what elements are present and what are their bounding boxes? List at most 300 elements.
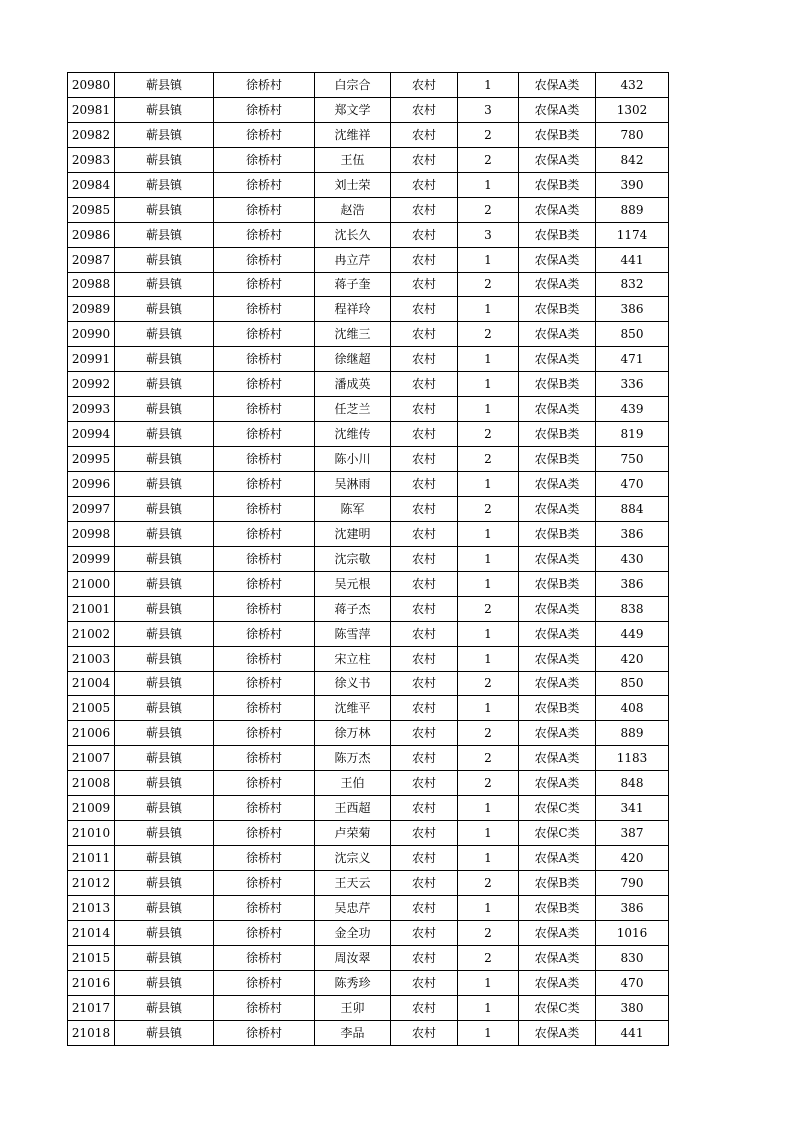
village-cell: 徐桥村: [214, 247, 315, 272]
village-cell: 徐桥村: [214, 621, 315, 646]
amount-cell: 430: [596, 546, 669, 571]
record-id-cell: 20998: [68, 521, 115, 546]
insurance-category-cell: 农保A类: [519, 920, 596, 945]
table-row: [68, 322, 669, 347]
household-count-cell: 1: [458, 621, 519, 646]
area-type-cell: 农村: [391, 995, 458, 1020]
amount-cell: 449: [596, 621, 669, 646]
village-cell: 徐桥村: [214, 521, 315, 546]
insurance-category-cell: 农保A类: [519, 646, 596, 671]
amount-cell: 790: [596, 871, 669, 896]
village-cell: 徐桥村: [214, 546, 315, 571]
village-cell: 徐桥村: [214, 796, 315, 821]
town-cell: 蕲县镇: [115, 73, 214, 98]
record-id-cell: 20981: [68, 97, 115, 122]
amount-cell: 432: [596, 73, 669, 98]
household-count-cell: 2: [458, 122, 519, 147]
name-cell: 沈维传: [315, 422, 391, 447]
name-cell: 潘成英: [315, 372, 391, 397]
village-cell: 徐桥村: [214, 197, 315, 222]
record-id-cell: 21015: [68, 945, 115, 970]
town-cell: 蕲县镇: [115, 397, 214, 422]
insurance-category-cell: 农保A类: [519, 97, 596, 122]
household-count-cell: 1: [458, 646, 519, 671]
record-id-cell: 21011: [68, 846, 115, 871]
insurance-category-cell: 农保C类: [519, 796, 596, 821]
village-cell: 徐桥村: [214, 970, 315, 995]
table-row: [68, 746, 669, 771]
area-type-cell: 农村: [391, 771, 458, 796]
area-type-cell: 农村: [391, 222, 458, 247]
amount-cell: 1183: [596, 746, 669, 771]
amount-cell: 439: [596, 397, 669, 422]
area-type-cell: 农村: [391, 1020, 458, 1045]
table-row: [68, 247, 669, 272]
name-cell: 王卯: [315, 995, 391, 1020]
amount-cell: 336: [596, 372, 669, 397]
table-row: [68, 771, 669, 796]
area-type-cell: 农村: [391, 895, 458, 920]
amount-cell: 1174: [596, 222, 669, 247]
town-cell: 蕲县镇: [115, 945, 214, 970]
area-type-cell: 农村: [391, 397, 458, 422]
village-cell: 徐桥村: [214, 147, 315, 172]
record-id-cell: 21009: [68, 796, 115, 821]
amount-cell: 884: [596, 496, 669, 521]
insurance-category-cell: 农保B类: [519, 447, 596, 472]
record-id-cell: 21008: [68, 771, 115, 796]
record-id-cell: 21000: [68, 571, 115, 596]
area-type-cell: 农村: [391, 596, 458, 621]
town-cell: 蕲县镇: [115, 447, 214, 472]
village-cell: 徐桥村: [214, 920, 315, 945]
record-id-cell: 20987: [68, 247, 115, 272]
insurance-category-cell: 农保A类: [519, 197, 596, 222]
amount-cell: 386: [596, 571, 669, 596]
area-type-cell: 农村: [391, 945, 458, 970]
village-cell: 徐桥村: [214, 97, 315, 122]
insurance-category-cell: 农保A类: [519, 846, 596, 871]
town-cell: 蕲县镇: [115, 496, 214, 521]
insurance-category-cell: 农保B类: [519, 696, 596, 721]
area-type-cell: 农村: [391, 621, 458, 646]
table-row: [68, 995, 669, 1020]
town-cell: 蕲县镇: [115, 147, 214, 172]
record-id-cell: 20989: [68, 297, 115, 322]
record-id-cell: 20988: [68, 272, 115, 297]
village-cell: 徐桥村: [214, 397, 315, 422]
insurance-category-cell: 农保A类: [519, 397, 596, 422]
record-id-cell: 21005: [68, 696, 115, 721]
name-cell: 吴淋雨: [315, 472, 391, 497]
town-cell: 蕲县镇: [115, 197, 214, 222]
table-row: [68, 97, 669, 122]
record-id-cell: 21014: [68, 920, 115, 945]
village-cell: 徐桥村: [214, 596, 315, 621]
record-id-cell: 20993: [68, 397, 115, 422]
town-cell: 蕲县镇: [115, 222, 214, 247]
name-cell: 王伯: [315, 771, 391, 796]
area-type-cell: 农村: [391, 247, 458, 272]
table-row: [68, 422, 669, 447]
amount-cell: 420: [596, 646, 669, 671]
name-cell: 沈建明: [315, 521, 391, 546]
insurance-category-cell: 农保C类: [519, 821, 596, 846]
name-cell: 陈军: [315, 496, 391, 521]
record-id-cell: 21016: [68, 970, 115, 995]
name-cell: 吴忠芹: [315, 895, 391, 920]
amount-cell: 889: [596, 197, 669, 222]
town-cell: 蕲县镇: [115, 771, 214, 796]
amount-cell: 386: [596, 895, 669, 920]
name-cell: 沈维祥: [315, 122, 391, 147]
table-row: [68, 521, 669, 546]
village-cell: 徐桥村: [214, 222, 315, 247]
area-type-cell: 农村: [391, 297, 458, 322]
household-count-cell: 1: [458, 172, 519, 197]
household-count-cell: 2: [458, 197, 519, 222]
town-cell: 蕲县镇: [115, 821, 214, 846]
table-row: [68, 646, 669, 671]
town-cell: 蕲县镇: [115, 696, 214, 721]
insurance-category-cell: 农保A类: [519, 721, 596, 746]
village-cell: 徐桥村: [214, 122, 315, 147]
name-cell: 周汝翠: [315, 945, 391, 970]
record-id-cell: 20995: [68, 447, 115, 472]
village-cell: 徐桥村: [214, 496, 315, 521]
name-cell: 徐继超: [315, 347, 391, 372]
area-type-cell: 农村: [391, 97, 458, 122]
town-cell: 蕲县镇: [115, 372, 214, 397]
record-id-cell: 20983: [68, 147, 115, 172]
village-cell: 徐桥村: [214, 472, 315, 497]
record-id-cell: 20994: [68, 422, 115, 447]
amount-cell: 819: [596, 422, 669, 447]
table-row: [68, 821, 669, 846]
area-type-cell: 农村: [391, 871, 458, 896]
insurance-category-cell: 农保A类: [519, 347, 596, 372]
village-cell: 徐桥村: [214, 771, 315, 796]
name-cell: 陈万杰: [315, 746, 391, 771]
household-count-cell: 2: [458, 771, 519, 796]
table-row: [68, 122, 669, 147]
amount-cell: 848: [596, 771, 669, 796]
area-type-cell: 农村: [391, 846, 458, 871]
household-count-cell: 1: [458, 372, 519, 397]
area-type-cell: 农村: [391, 521, 458, 546]
record-id-cell: 21004: [68, 671, 115, 696]
area-type-cell: 农村: [391, 197, 458, 222]
area-type-cell: 农村: [391, 422, 458, 447]
household-count-cell: 2: [458, 920, 519, 945]
town-cell: 蕲县镇: [115, 596, 214, 621]
village-cell: 徐桥村: [214, 322, 315, 347]
table-row: [68, 147, 669, 172]
town-cell: 蕲县镇: [115, 1020, 214, 1045]
town-cell: 蕲县镇: [115, 172, 214, 197]
name-cell: 沈长久: [315, 222, 391, 247]
roster-table: [67, 72, 669, 1046]
household-count-cell: 2: [458, 871, 519, 896]
table-row: [68, 73, 669, 98]
table-row: [68, 172, 669, 197]
name-cell: 王天云: [315, 871, 391, 896]
insurance-category-cell: 农保A类: [519, 496, 596, 521]
table-row: [68, 372, 669, 397]
name-cell: 程祥玲: [315, 297, 391, 322]
name-cell: 李品: [315, 1020, 391, 1045]
amount-cell: 420: [596, 846, 669, 871]
record-id-cell: 21007: [68, 746, 115, 771]
name-cell: 沈宗义: [315, 846, 391, 871]
insurance-category-cell: 农保A类: [519, 746, 596, 771]
insurance-category-cell: 农保A类: [519, 147, 596, 172]
table-row: [68, 297, 669, 322]
table-row: [68, 571, 669, 596]
area-type-cell: 农村: [391, 447, 458, 472]
village-cell: 徐桥村: [214, 846, 315, 871]
name-cell: 沈维三: [315, 322, 391, 347]
table-row: [68, 472, 669, 497]
table-row: [68, 447, 669, 472]
area-type-cell: 农村: [391, 721, 458, 746]
record-id-cell: 20991: [68, 347, 115, 372]
area-type-cell: 农村: [391, 646, 458, 671]
insurance-category-cell: 农保B类: [519, 297, 596, 322]
village-cell: 徐桥村: [214, 746, 315, 771]
record-id-cell: 21017: [68, 995, 115, 1020]
name-cell: 刘士荣: [315, 172, 391, 197]
household-count-cell: 1: [458, 521, 519, 546]
record-id-cell: 20992: [68, 372, 115, 397]
town-cell: 蕲县镇: [115, 422, 214, 447]
household-count-cell: 1: [458, 970, 519, 995]
town-cell: 蕲县镇: [115, 122, 214, 147]
amount-cell: 441: [596, 247, 669, 272]
town-cell: 蕲县镇: [115, 621, 214, 646]
area-type-cell: 农村: [391, 322, 458, 347]
amount-cell: 842: [596, 147, 669, 172]
insurance-category-cell: 农保B类: [519, 895, 596, 920]
name-cell: 金全功: [315, 920, 391, 945]
household-count-cell: 2: [458, 322, 519, 347]
village-cell: 徐桥村: [214, 297, 315, 322]
household-count-cell: 2: [458, 496, 519, 521]
insurance-category-cell: 农保A类: [519, 546, 596, 571]
insurance-category-cell: 农保B类: [519, 521, 596, 546]
record-id-cell: 20999: [68, 546, 115, 571]
name-cell: 王伍: [315, 147, 391, 172]
household-count-cell: 2: [458, 422, 519, 447]
amount-cell: 850: [596, 322, 669, 347]
table-row: [68, 945, 669, 970]
village-cell: 徐桥村: [214, 272, 315, 297]
insurance-category-cell: 农保B类: [519, 422, 596, 447]
household-count-cell: 1: [458, 821, 519, 846]
insurance-category-cell: 农保A类: [519, 596, 596, 621]
town-cell: 蕲县镇: [115, 846, 214, 871]
amount-cell: 1016: [596, 920, 669, 945]
village-cell: 徐桥村: [214, 871, 315, 896]
household-count-cell: 2: [458, 945, 519, 970]
table-row: [68, 197, 669, 222]
area-type-cell: 农村: [391, 571, 458, 596]
table-row: [68, 671, 669, 696]
area-type-cell: 农村: [391, 821, 458, 846]
household-count-cell: 1: [458, 247, 519, 272]
name-cell: 徐万林: [315, 721, 391, 746]
area-type-cell: 农村: [391, 147, 458, 172]
name-cell: 陈雪萍: [315, 621, 391, 646]
record-id-cell: 20986: [68, 222, 115, 247]
town-cell: 蕲县镇: [115, 97, 214, 122]
household-count-cell: 3: [458, 222, 519, 247]
village-cell: 徐桥村: [214, 172, 315, 197]
area-type-cell: 农村: [391, 372, 458, 397]
village-cell: 徐桥村: [214, 821, 315, 846]
area-type-cell: 农村: [391, 472, 458, 497]
name-cell: 蒋子杰: [315, 596, 391, 621]
household-count-cell: 2: [458, 596, 519, 621]
town-cell: 蕲县镇: [115, 671, 214, 696]
name-cell: 沈宗敬: [315, 546, 391, 571]
amount-cell: 850: [596, 671, 669, 696]
insurance-category-cell: 农保A类: [519, 945, 596, 970]
amount-cell: 750: [596, 447, 669, 472]
area-type-cell: 农村: [391, 546, 458, 571]
town-cell: 蕲县镇: [115, 247, 214, 272]
village-cell: 徐桥村: [214, 372, 315, 397]
amount-cell: 386: [596, 297, 669, 322]
area-type-cell: 农村: [391, 970, 458, 995]
area-type-cell: 农村: [391, 73, 458, 98]
household-count-cell: 1: [458, 571, 519, 596]
insurance-category-cell: 农保A类: [519, 771, 596, 796]
table-row: [68, 846, 669, 871]
name-cell: 赵浩: [315, 197, 391, 222]
household-count-cell: 1: [458, 472, 519, 497]
village-cell: 徐桥村: [214, 721, 315, 746]
town-cell: 蕲县镇: [115, 746, 214, 771]
area-type-cell: 农村: [391, 122, 458, 147]
area-type-cell: 农村: [391, 347, 458, 372]
table-row: [68, 970, 669, 995]
record-id-cell: 20984: [68, 172, 115, 197]
insurance-category-cell: 农保A类: [519, 247, 596, 272]
table-row: [68, 721, 669, 746]
table-row: [68, 696, 669, 721]
insurance-category-cell: 农保A类: [519, 671, 596, 696]
record-id-cell: 21013: [68, 895, 115, 920]
name-cell: 沈维平: [315, 696, 391, 721]
village-cell: 徐桥村: [214, 945, 315, 970]
record-id-cell: 20980: [68, 73, 115, 98]
area-type-cell: 农村: [391, 696, 458, 721]
insurance-category-cell: 农保B类: [519, 122, 596, 147]
table-row: [68, 347, 669, 372]
household-count-cell: 1: [458, 895, 519, 920]
household-count-cell: 1: [458, 995, 519, 1020]
record-id-cell: 20982: [68, 122, 115, 147]
record-id-cell: 21018: [68, 1020, 115, 1045]
village-cell: 徐桥村: [214, 895, 315, 920]
area-type-cell: 农村: [391, 796, 458, 821]
amount-cell: 386: [596, 521, 669, 546]
household-count-cell: 2: [458, 272, 519, 297]
household-count-cell: 1: [458, 696, 519, 721]
household-count-cell: 1: [458, 297, 519, 322]
record-id-cell: 21003: [68, 646, 115, 671]
insurance-category-cell: 农保A类: [519, 73, 596, 98]
record-id-cell: 21012: [68, 871, 115, 896]
village-cell: 徐桥村: [214, 422, 315, 447]
village-cell: 徐桥村: [214, 995, 315, 1020]
town-cell: 蕲县镇: [115, 995, 214, 1020]
area-type-cell: 农村: [391, 671, 458, 696]
household-count-cell: 1: [458, 347, 519, 372]
insurance-category-cell: 农保A类: [519, 621, 596, 646]
insurance-category-cell: 农保A类: [519, 272, 596, 297]
amount-cell: 390: [596, 172, 669, 197]
town-cell: 蕲县镇: [115, 646, 214, 671]
record-id-cell: 21001: [68, 596, 115, 621]
insurance-category-cell: 农保B类: [519, 172, 596, 197]
insurance-category-cell: 农保B类: [519, 871, 596, 896]
name-cell: 任芝兰: [315, 397, 391, 422]
name-cell: 卢荣菊: [315, 821, 391, 846]
amount-cell: 471: [596, 347, 669, 372]
household-count-cell: 1: [458, 73, 519, 98]
table-row: [68, 272, 669, 297]
village-cell: 徐桥村: [214, 696, 315, 721]
insurance-category-cell: 农保A类: [519, 472, 596, 497]
table-row: [68, 796, 669, 821]
amount-cell: 832: [596, 272, 669, 297]
name-cell: 宋立柱: [315, 646, 391, 671]
area-type-cell: 农村: [391, 272, 458, 297]
household-count-cell: 1: [458, 846, 519, 871]
amount-cell: 408: [596, 696, 669, 721]
village-cell: 徐桥村: [214, 571, 315, 596]
table-row: [68, 397, 669, 422]
town-cell: 蕲县镇: [115, 472, 214, 497]
town-cell: 蕲县镇: [115, 297, 214, 322]
household-count-cell: 2: [458, 447, 519, 472]
area-type-cell: 农村: [391, 920, 458, 945]
table-row: [68, 621, 669, 646]
record-id-cell: 20996: [68, 472, 115, 497]
record-id-cell: 20990: [68, 322, 115, 347]
amount-cell: 838: [596, 596, 669, 621]
name-cell: 王西超: [315, 796, 391, 821]
village-cell: 徐桥村: [214, 73, 315, 98]
household-count-cell: 2: [458, 671, 519, 696]
town-cell: 蕲县镇: [115, 721, 214, 746]
town-cell: 蕲县镇: [115, 347, 214, 372]
name-cell: 郑文学: [315, 97, 391, 122]
record-id-cell: 21010: [68, 821, 115, 846]
village-cell: 徐桥村: [214, 646, 315, 671]
table-row: [68, 546, 669, 571]
town-cell: 蕲县镇: [115, 521, 214, 546]
household-count-cell: 2: [458, 721, 519, 746]
name-cell: 吴元根: [315, 571, 391, 596]
name-cell: 白宗合: [315, 73, 391, 98]
amount-cell: 889: [596, 721, 669, 746]
amount-cell: 380: [596, 995, 669, 1020]
village-cell: 徐桥村: [214, 1020, 315, 1045]
name-cell: 陈小川: [315, 447, 391, 472]
